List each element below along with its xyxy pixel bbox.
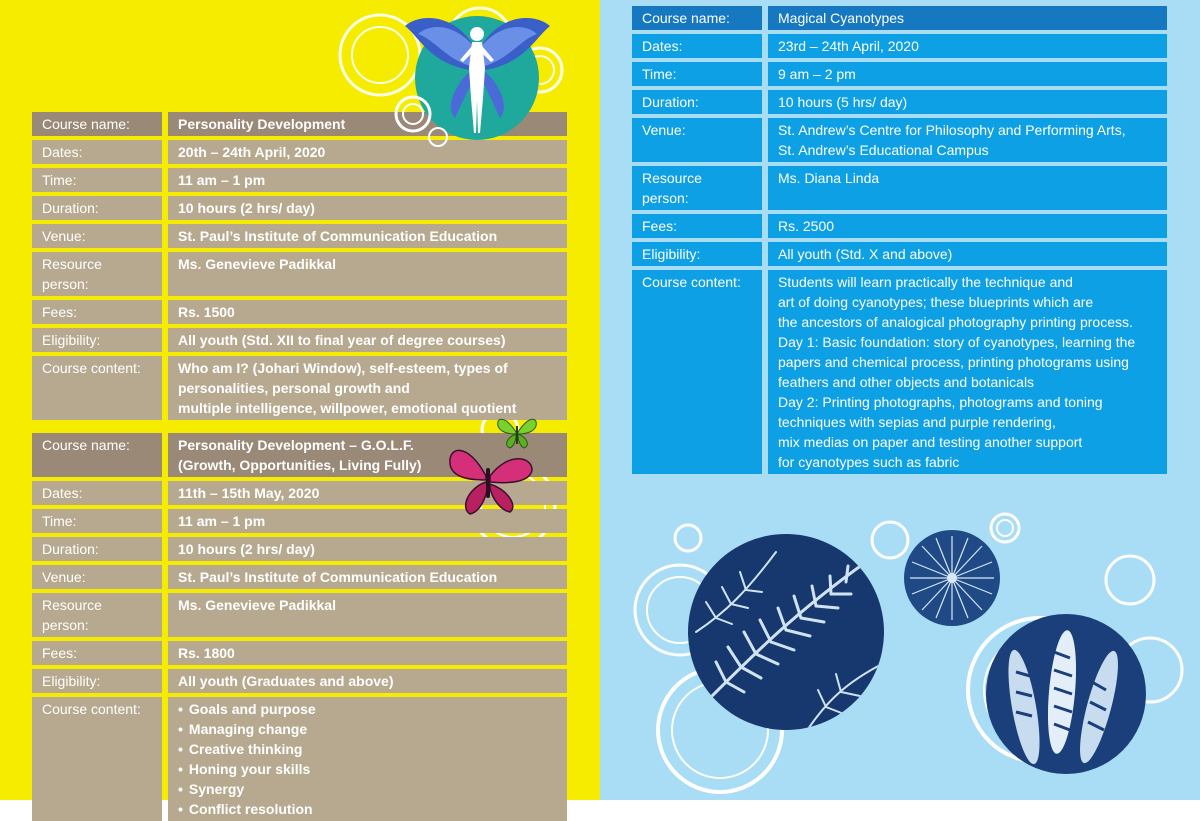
row-value: Students will learn practically the technique and art of doing cyanotypes; these blueprints which are the ancestors of analogical photography printing process. Day 1: Basic foundation: story of cyanotypes, learning the papers and chemical process, printing photograms using feathers and other objects and botanicals Day 2: Printing photographs, photograms and toning techniques with sepias and purple rendering, mix medias on paper and testing another support for cyanotypes such as fabric — [768, 270, 1167, 474]
right-panel — [600, 0, 1200, 800]
table-row — [32, 641, 567, 665]
table-row — [32, 252, 567, 296]
row-value: St. Paul’s Institute of Communication Education — [168, 565, 567, 589]
table-row — [32, 140, 567, 164]
row-value: St. Andrew’s Centre for Philosophy and Performing Arts, St. Andrew’s Educational Campus — [768, 118, 1167, 162]
bullet-list — [178, 699, 557, 819]
row-label: Course name: — [32, 112, 162, 136]
row-value: Rs. 1800 — [168, 641, 567, 665]
row-value: 11th – 15th May, 2020 — [168, 481, 567, 505]
table-row — [32, 565, 567, 589]
table-row — [32, 537, 567, 561]
row-value: 11 am – 1 pm — [168, 168, 567, 192]
row-label: Resource person: — [32, 252, 162, 296]
row-value: 10 hours (5 hrs/ day) — [768, 90, 1167, 114]
row-value: Ms. Genevieve Padikkal — [168, 593, 567, 637]
table-row — [32, 481, 567, 505]
row-value: 10 hours (2 hrs/ day) — [168, 196, 567, 220]
row-label: Fees: — [32, 641, 162, 665]
bullet-item: • Managing change — [178, 719, 557, 739]
table-row — [632, 34, 1167, 58]
row-value: 23rd – 24th April, 2020 — [768, 34, 1167, 58]
course-content-bullets — [168, 697, 567, 821]
bullet-item: • Goals and purpose — [178, 699, 557, 719]
table-row — [32, 328, 567, 352]
table-row — [632, 166, 1167, 210]
row-label: Duration: — [32, 537, 162, 561]
table-row — [632, 118, 1167, 162]
row-value: Rs. 2500 — [768, 214, 1167, 238]
row-label: Course name: — [32, 433, 162, 477]
table-row — [32, 509, 567, 533]
row-value: All youth (Std. X and above) — [768, 242, 1167, 266]
bullet-item: • Conflict resolution — [178, 799, 557, 819]
row-value: 9 am – 2 pm — [768, 62, 1167, 86]
row-value: All youth (Std. XII to final year of degree courses) — [168, 328, 567, 352]
row-label: Time: — [32, 509, 162, 533]
row-value: Magical Cyanotypes — [768, 6, 1167, 30]
table-row — [32, 196, 567, 220]
row-label: Venue: — [632, 118, 762, 162]
row-label: Eligibility: — [32, 669, 162, 693]
table-row — [632, 242, 1167, 266]
row-label: Eligibility: — [632, 242, 762, 266]
table-row — [32, 433, 567, 477]
row-label: Venue: — [32, 224, 162, 248]
row-value: St. Paul’s Institute of Communication Education — [168, 224, 567, 248]
row-label: Course content: — [32, 697, 162, 821]
table-row — [32, 697, 567, 821]
row-label: Duration: — [32, 196, 162, 220]
table-row — [32, 356, 567, 420]
row-label: Dates: — [632, 34, 762, 58]
row-label: Venue: — [32, 565, 162, 589]
table-row — [32, 224, 567, 248]
row-value: 10 hours (2 hrs/ day) — [168, 537, 567, 561]
table-row — [32, 300, 567, 324]
course-table-magical-cyanotypes — [632, 6, 1167, 474]
row-value: Ms. Diana Linda — [768, 166, 1167, 210]
table-row — [632, 214, 1167, 238]
row-value: Ms. Genevieve Padikkal — [168, 252, 567, 296]
row-label: Resource person: — [632, 166, 762, 210]
row-value: All youth (Graduates and above) — [168, 669, 567, 693]
row-label: Dates: — [32, 140, 162, 164]
course-table-golf — [32, 433, 567, 821]
row-value: Rs. 1500 — [168, 300, 567, 324]
row-label: Course content: — [632, 270, 762, 474]
row-value: Who am I? (Johari Window), self-esteem, types of personalities, personal growth and multiple intelligence, willpower, emotional quotient — [168, 356, 567, 420]
table-row — [632, 62, 1167, 86]
row-label: Fees: — [632, 214, 762, 238]
row-label: Resource person: — [32, 593, 162, 637]
feathers-cyanotype-icon — [984, 612, 1148, 776]
row-label: Time: — [32, 168, 162, 192]
row-label: Duration: — [632, 90, 762, 114]
dandelion-cyanotype-icon — [902, 528, 1002, 628]
row-label: Course content: — [32, 356, 162, 420]
table-row — [632, 270, 1167, 474]
row-label: Fees: — [32, 300, 162, 324]
row-value: Personality Development – G.O.L.F. (Growth, Opportunities, Living Fully) — [168, 433, 567, 477]
course-table-personality-development — [32, 112, 567, 420]
table-row — [32, 168, 567, 192]
row-label: Dates: — [32, 481, 162, 505]
table-row — [32, 112, 567, 136]
table-row — [632, 90, 1167, 114]
fern-cyanotype-icon — [686, 532, 886, 732]
bullet-item: • Creative thinking — [178, 739, 557, 759]
row-label: Time: — [632, 62, 762, 86]
bullet-item: • Synergy — [178, 779, 557, 799]
decorative-rings-bottom — [620, 500, 1200, 800]
table-row — [632, 6, 1167, 30]
row-label: Course name: — [632, 6, 762, 30]
bullet-item: • Honing your skills — [178, 759, 557, 779]
left-panel — [0, 0, 600, 817]
row-value: 11 am – 1 pm — [168, 509, 567, 533]
row-value: Personality Development — [168, 112, 567, 136]
table-row — [32, 669, 567, 693]
row-value: 20th – 24th April, 2020 — [168, 140, 567, 164]
table-row — [32, 593, 567, 637]
row-label: Eligibility: — [32, 328, 162, 352]
